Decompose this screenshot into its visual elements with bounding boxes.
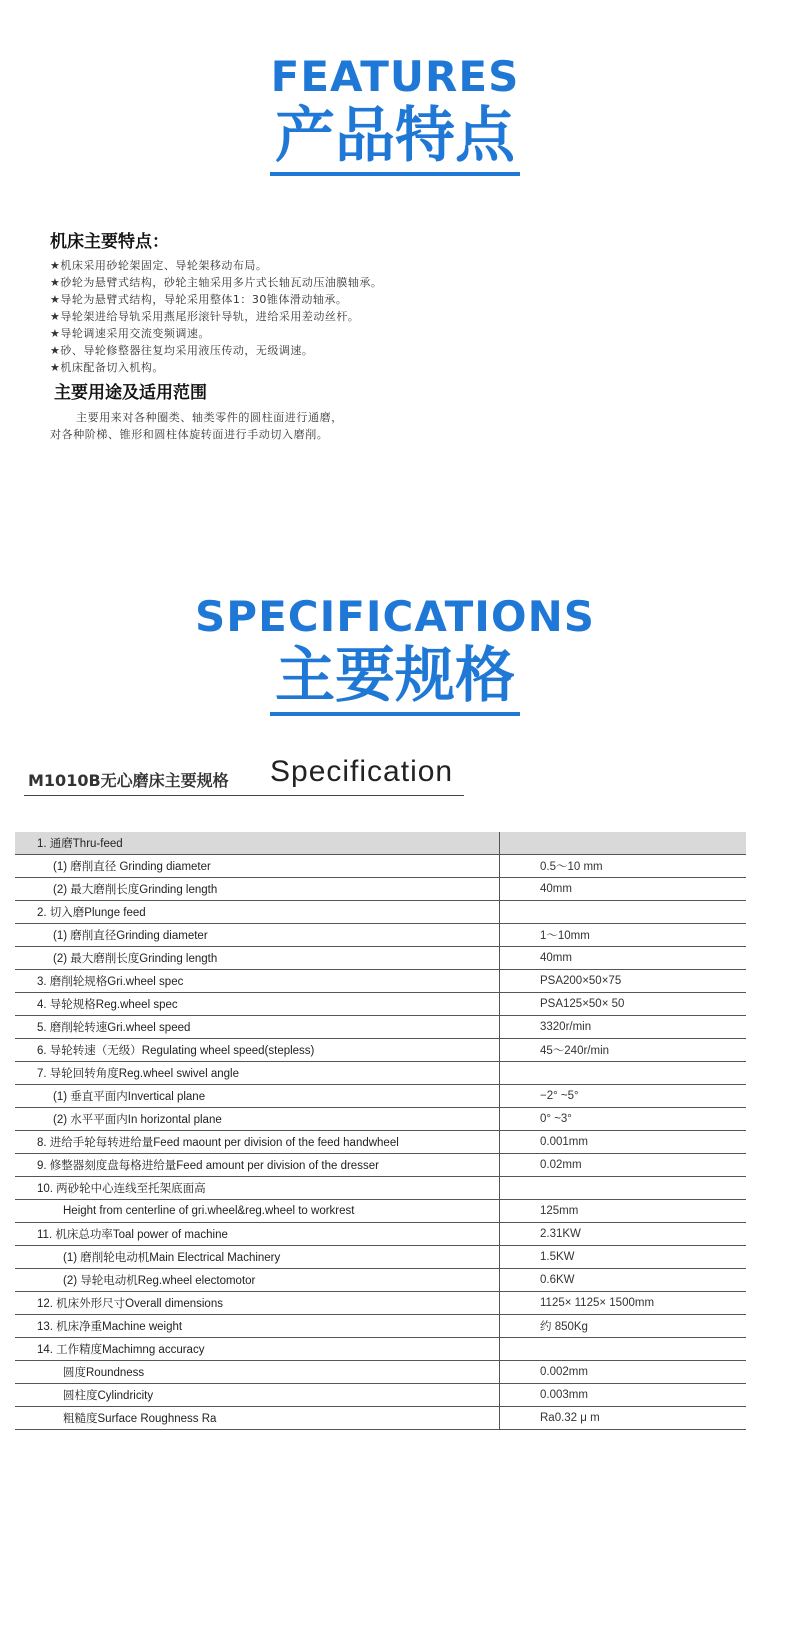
spec-label: (2) 水平平面内In horizontal plane [15, 1108, 500, 1131]
spec-label: 2. 切入磨Plunge feed [15, 901, 500, 924]
spec-label: (1) 磨削直径Grinding diameter [15, 924, 500, 947]
table-row [15, 1223, 746, 1246]
spec-label: 14. 工作精度Machimng accuracy [15, 1338, 500, 1361]
spec-label: (2) 导轮电动机Reg.wheel electomotor [15, 1269, 500, 1292]
spec-value: 0.6KW [500, 1269, 747, 1292]
table-row [15, 832, 746, 855]
table-row [15, 993, 746, 1016]
spec-header [0, 592, 790, 716]
table-row [15, 1108, 746, 1131]
spec-table-title-en: Specification [270, 755, 454, 788]
spec-label: 5. 磨削轮转速Gri.wheel speed [15, 1016, 500, 1039]
spec-value: Ra0.32 μ m [500, 1407, 747, 1430]
table-row [15, 1338, 746, 1361]
features-list [50, 257, 750, 376]
table-row [15, 1315, 746, 1338]
spec-value: PSA125×50× 50 [500, 993, 747, 1016]
spec-label: 7. 导轮回转角度Reg.wheel swivel angle [15, 1062, 500, 1085]
spec-value: 0.002mm [500, 1361, 747, 1384]
table-row [15, 1177, 746, 1200]
spec-value: 1125× 1125× 1500mm [500, 1292, 747, 1315]
spec-table-title-zh: M1010B无心磨床主要规格 [28, 771, 229, 790]
table-row [15, 1062, 746, 1085]
features-title-en: FEATURES [270, 52, 520, 101]
table-row [15, 1407, 746, 1430]
spec-value: 约 850Kg [500, 1315, 747, 1338]
table-row [15, 947, 746, 970]
features-underline [270, 172, 520, 176]
table-row [15, 878, 746, 901]
spec-value: 2.31KW [500, 1223, 747, 1246]
features-header [0, 52, 790, 176]
spec-title-zh: 主要规格 [275, 641, 515, 711]
features-heading: 机床主要特点： [50, 232, 169, 252]
spec-label: (1) 垂直平面内Invertical plane [15, 1085, 500, 1108]
spec-label: 1. 通磨Thru-feed [15, 832, 500, 855]
features-body [50, 230, 750, 443]
table-row [15, 1131, 746, 1154]
spec-value: 1～10mm [500, 924, 747, 947]
spec-table-body [15, 832, 746, 1430]
usage-line: 主要用来对各种圈类、轴类零件的圆柱面进行通磨， [76, 411, 343, 424]
spec-label: 9. 修整器刻度盘每格进给量Feed amount per division of the dresser [15, 1154, 500, 1177]
table-row [15, 901, 746, 924]
spec-label: 8. 进给手轮每转进给量Feed maount per division of the feed handwheel [15, 1131, 500, 1154]
spec-label: Height from centerline of gri.wheel&reg.wheel to workrest [15, 1200, 500, 1223]
feature-item: ★机床配备切入机构。 [50, 361, 164, 374]
spec-label: (2) 最大磨削长度Grinding length [15, 947, 500, 970]
spec-label: 粗糙度Surface Roughness Ra [15, 1407, 500, 1430]
table-row [15, 1039, 746, 1062]
spec-value: 0.001mm [500, 1131, 747, 1154]
feature-item: ★机床采用砂轮架固定、导轮架移动布局。 [50, 259, 268, 272]
table-row [15, 855, 746, 878]
spec-value: 40mm [500, 947, 747, 970]
feature-item: ★导轮为悬臂式结构，导轮采用整体1：30锥体滑动轴承。 [50, 293, 348, 306]
spec-label: 12. 机床外形尺寸Overall dimensions [15, 1292, 500, 1315]
spec-value [500, 901, 747, 924]
table-row [15, 1200, 746, 1223]
table-row [15, 1361, 746, 1384]
spec-value: 40mm [500, 878, 747, 901]
table-row [15, 1246, 746, 1269]
spec-table [15, 832, 746, 1430]
table-row [15, 1154, 746, 1177]
spec-label: 13. 机床净重Machine weight [15, 1315, 500, 1338]
spec-value: 0.5～10 mm [500, 855, 747, 878]
spec-value [500, 1177, 747, 1200]
spec-value: 0.02mm [500, 1154, 747, 1177]
spec-value: 3320r/min [500, 1016, 747, 1039]
spec-label: (1) 磨削轮电动机Main Electrical Machinery [15, 1246, 500, 1269]
features-title-zh: 产品特点 [275, 101, 515, 171]
table-row [15, 924, 746, 947]
spec-table-title [24, 755, 464, 796]
spec-value: 0.003mm [500, 1384, 747, 1407]
spec-label: 11. 机床总功率Toal power of machine [15, 1223, 500, 1246]
spec-underline [270, 712, 520, 716]
spec-value [500, 1338, 747, 1361]
usage-heading: 主要用途及适用范围 [54, 383, 207, 403]
table-row [15, 970, 746, 993]
spec-label: 10. 两砂轮中心连线至托架底面高 [15, 1177, 500, 1200]
usage-line: 对各种阶梯、锥形和圆柱体旋转面进行手动切入磨削。 [50, 428, 329, 441]
table-row [15, 1292, 746, 1315]
feature-item: ★砂轮为悬臂式结构，砂轮主轴采用多片式长轴瓦动压油膜轴承。 [50, 276, 383, 289]
spec-label: 3. 磨削轮规格Gri.wheel spec [15, 970, 500, 993]
table-row [15, 1269, 746, 1292]
spec-label: (1) 磨削直径 Grinding diameter [15, 855, 500, 878]
spec-value: 1.5KW [500, 1246, 747, 1269]
feature-item: ★导轮架进给导轨采用燕尾形滚针导轨，进给采用差动丝杆。 [50, 310, 360, 323]
table-row [15, 1085, 746, 1108]
spec-label: 4. 导轮规格Reg.wheel spec [15, 993, 500, 1016]
spec-value: PSA200×50×75 [500, 970, 747, 993]
spec-value: 45～240r/min [500, 1039, 747, 1062]
spec-value [500, 1062, 747, 1085]
table-row [15, 1384, 746, 1407]
feature-item: ★导轮调速采用交流变频调速。 [50, 327, 210, 340]
spec-value: −2° ~5° [500, 1085, 747, 1108]
spec-value: 125mm [500, 1200, 747, 1223]
spec-value [500, 832, 747, 855]
spec-label: 6. 导轮转速（无级）Regulating wheel speed(stepless) [15, 1039, 500, 1062]
feature-item: ★砂、导轮修整器往复均采用液压传动，无级调速。 [50, 344, 314, 357]
spec-label: 圆柱度Cylindricity [15, 1384, 500, 1407]
spec-label: 圆度Roundness [15, 1361, 500, 1384]
spec-title-en: SPECIFICATIONS [195, 592, 595, 641]
spec-label: (2) 最大磨削长度Grinding length [15, 878, 500, 901]
table-row [15, 1016, 746, 1039]
spec-value: 0° ~3° [500, 1108, 747, 1131]
